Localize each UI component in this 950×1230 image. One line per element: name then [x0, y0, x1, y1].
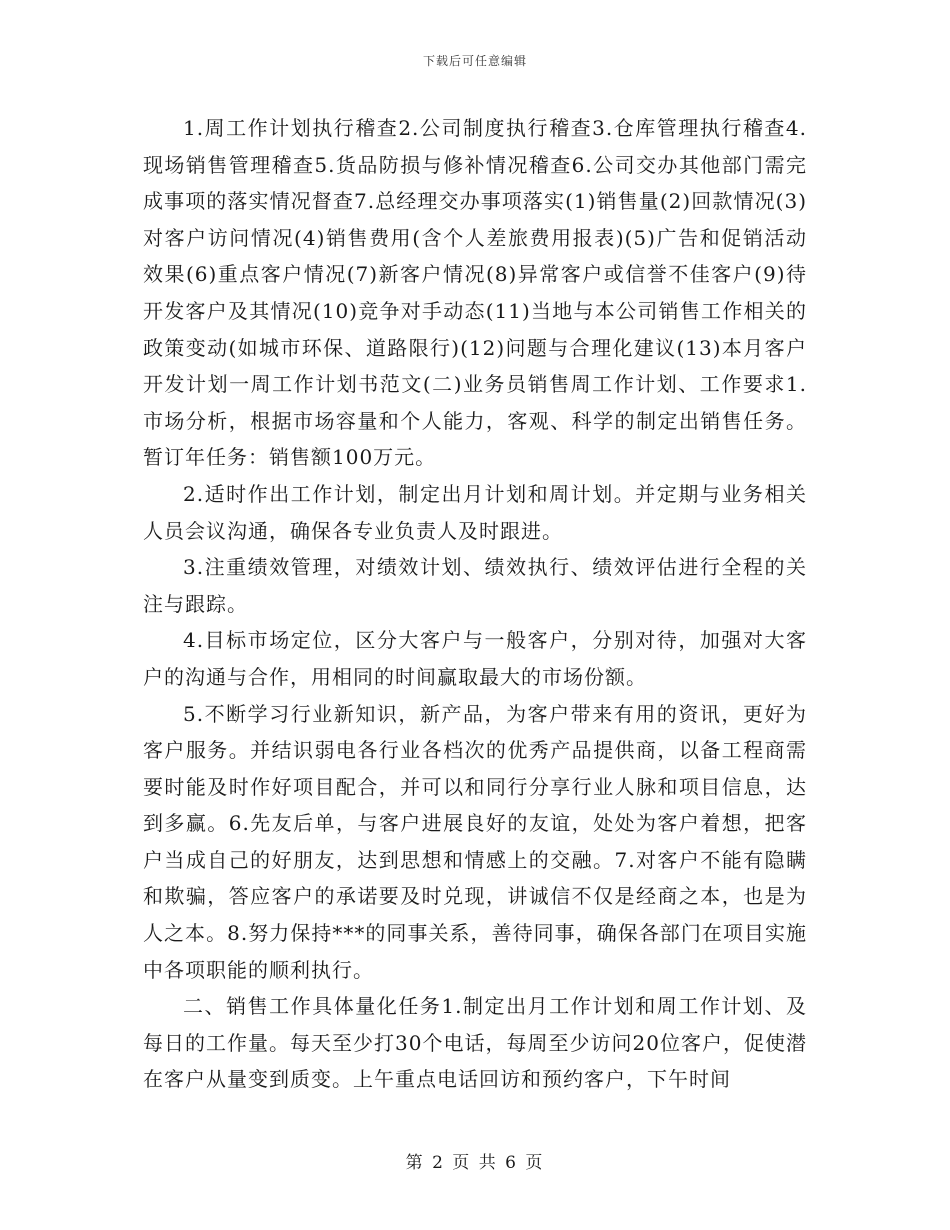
page-header: 下载后可任意编辑 [422, 54, 527, 68]
paragraph-6: 二、销售工作具体量化任务1.制定出月工作计划和周工作计划、及每日的工作量。每天至少打30个电话，每周至少访问20位客户，促使潜在客户从量变到质变。上午重点电话回访和预约客户，下午时间 [143, 994, 807, 1092]
paragraph-4: 4.目标市场定位，区分大客户与一般客户，分别对待，加强对大客户的沟通与合作，用相同的时间赢取最大的市场份额。 [143, 628, 807, 689]
paragraph-1: 1.周工作计划执行稽查2.公司制度执行稽查3.仓库管理执行稽查4.现场销售管理稽查5.货品防损与修补情况稽查6.公司交办其他部门需完成事项的落实情况督查7.总经理交办事项落实(1)销售量(2)回款情况(3)对客户访问情况(4)销售费用(含个人差旅费用报表)(5)广告和促销活动效果(6)重点客户情况(7)新客户情况(8)异常客户或信誉不佳客户(9)待开发客户及其情况(10)竞争对手动态(11)当地与本公司销售工作相关的政策变动(如城市环保、道路限行)(12)问题与合理化建议(13)本月客户开发计划一周工作计划书范文(二)业务员销售周工作计划、工作要求1.市场分析，根据市场容量和个人能力，客观、科学的制定出销售任务。暂订年任务：销售额100万元。 [143, 116, 807, 470]
document-body [143, 110, 807, 1098]
paragraph-3: 3.注重绩效管理，对绩效计划、绩效执行、绩效评估进行全程的关注与跟踪。 [143, 555, 807, 616]
page-footer: 第 2 页 共 6 页 [405, 1153, 545, 1173]
paragraph-5: 5.不断学习行业新知识，新产品，为客户带来有用的资讯，更好为客户服务。并结识弱电各行业各档次的优秀产品提供商，以备工程商需要时能及时作好项目配合，并可以和同行分享行业人脉和项目信息，达到多赢。6.先友后单，与客户进展良好的友谊，处处为客户着想，把客户当成自己的好朋友，达到思想和情感上的交融。7.对客户不能有隐瞒和欺骗，答应客户的承诺要及时兑现，讲诚信不仅是经商之本，也是为人之本。8.努力保持***的同事关系，善待同事，确保各部门在项目实施中各项职能的顺利执行。 [143, 701, 807, 982]
paragraph-2: 2.适时作出工作计划，制定出月计划和周计划。并定期与业务相关人员会议沟通，确保各专业负责人及时跟进。 [143, 481, 807, 543]
